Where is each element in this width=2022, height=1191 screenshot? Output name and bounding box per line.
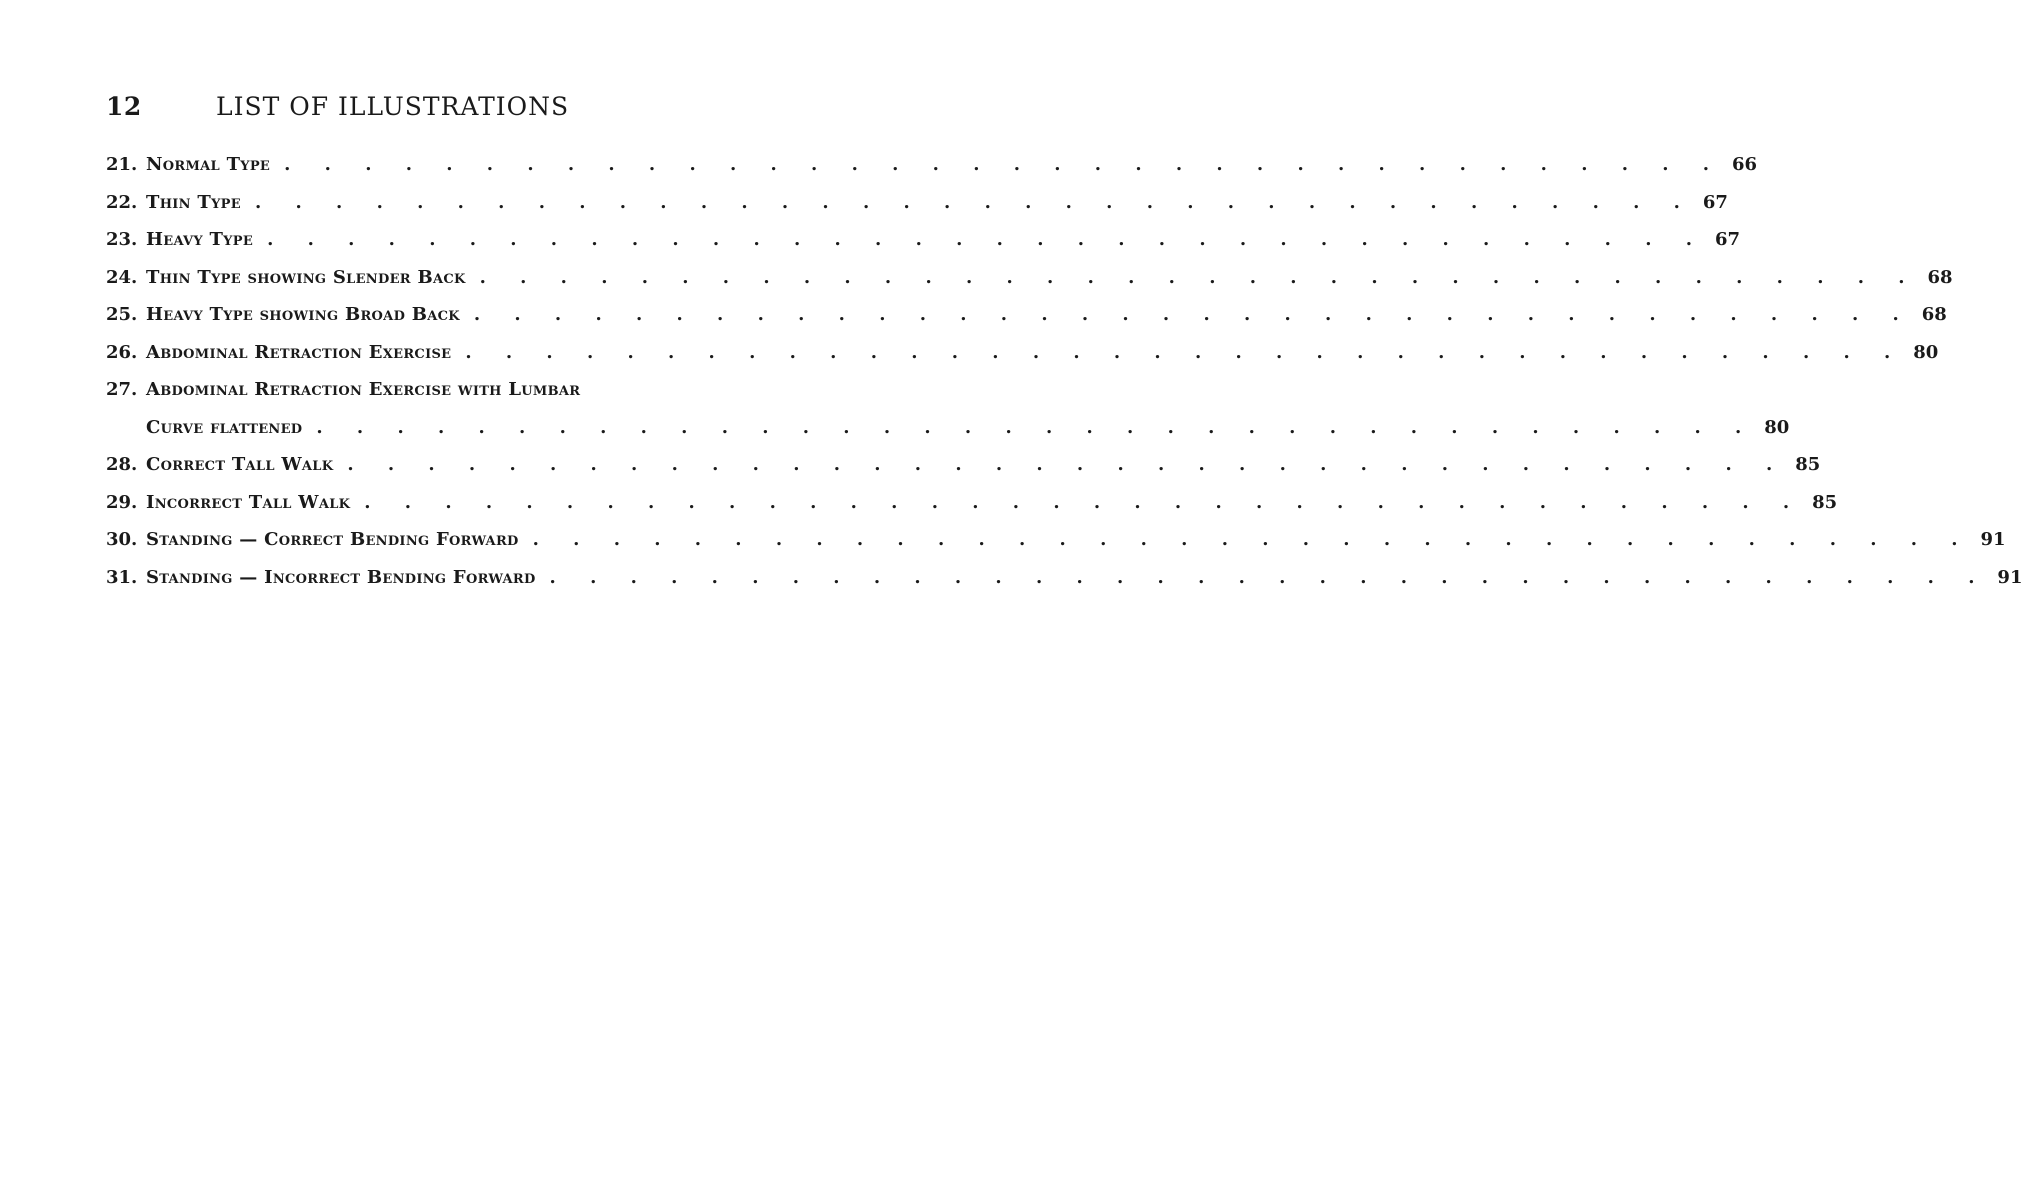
entry-number: 30. — [106, 529, 138, 550]
entry-line — [106, 334, 1939, 372]
illustration-entry — [106, 146, 1758, 184]
entry-title: Incorrect Tall Walk — [146, 491, 351, 513]
entry-page-number: 68 — [1927, 266, 1953, 288]
dot-leader: . . . . . . . . . . . . . . . . . . . . . . . . . . . . . . . . . . . . — [364, 491, 1804, 513]
entry-page-number: 91 — [1997, 566, 2022, 588]
entry-line — [106, 559, 2022, 597]
illustration-entry — [106, 521, 2006, 559]
entry-line — [106, 146, 1758, 184]
illustration-entry — [106, 296, 1947, 334]
entry-page-number: 68 — [1921, 304, 1947, 325]
entry-title: Normal Type — [146, 154, 271, 175]
illustration-entry — [106, 446, 1821, 484]
illustration-entry — [106, 334, 1939, 372]
dot-leader: . . . . . . . . . . . . . . . . . . . . . . . . . . . . . . . . . . . . — [347, 454, 1787, 475]
illustration-entry — [106, 484, 1838, 522]
illustration-entry — [106, 371, 1790, 446]
entry-line — [106, 521, 2006, 559]
illustration-entry — [106, 184, 1728, 222]
entry-page-number: 67 — [1702, 191, 1728, 213]
entry-number: 25. — [106, 304, 138, 325]
entry-title: Standing — Correct Bending Forward — [146, 529, 519, 550]
illustrations-list — [106, 146, 2022, 596]
entry-line — [106, 446, 1821, 484]
entry-line — [106, 484, 1838, 522]
page-number: 12 — [106, 92, 142, 121]
dot-leader: . . . . . . . . . . . . . . . . . . . . . . . . . . . . . . . . . . . . — [473, 304, 1913, 325]
dot-leader: . . . . . . . . . . . . . . . . . . . . . . . . . . . . . . . . . . . . — [316, 416, 1756, 438]
entry-title: Thin Type — [146, 191, 241, 213]
entry-page-number: 80 — [1764, 416, 1790, 438]
illustration-entry — [106, 221, 1740, 259]
entry-title: Abdominal Retraction Exercise — [146, 341, 452, 363]
entry-title: Thin Type showing Slender Back — [146, 266, 466, 288]
entry-page-number: 91 — [1980, 529, 2006, 550]
entry-line — [106, 296, 1947, 334]
entry-title: Abdominal Retraction Exercise with Lumbar — [146, 379, 581, 400]
entry-title: Heavy Type — [146, 229, 254, 250]
entry-page-number: 67 — [1714, 229, 1740, 250]
entry-number: 24. — [106, 266, 138, 288]
entry-line — [106, 221, 1740, 259]
dot-leader: . . . . . . . . . . . . . . . . . . . . . . . . . . . . . . . . . . . . — [479, 266, 1919, 288]
entry-line — [106, 259, 1953, 297]
entry-line — [106, 409, 1790, 447]
illustration-entry — [106, 259, 1953, 297]
dot-leader: . . . . . . . . . . . . . . . . . . . . . . . . . . . . . . . . . . . . — [549, 566, 1989, 588]
dot-leader: . . . . . . . . . . . . . . . . . . . . . . . . . . . . . . . . . . . . — [465, 341, 1905, 363]
illustration-entry — [106, 559, 2022, 597]
entry-number: 21. — [106, 154, 138, 175]
entry-page-number: 85 — [1795, 454, 1821, 475]
entry-page-number: 85 — [1812, 491, 1838, 513]
entry-number: 28. — [106, 454, 138, 475]
entry-page-number: 80 — [1913, 341, 1939, 363]
dot-leader: . . . . . . . . . . . . . . . . . . . . . . . . . . . . . . . . . . . . — [532, 529, 1972, 550]
entry-page-number: 66 — [1732, 154, 1758, 175]
entry-title: Correct Tall Walk — [146, 454, 334, 475]
entry-line — [106, 184, 1728, 222]
dot-leader: . . . . . . . . . . . . . . . . . . . . . . . . . . . . . . . . . . . . — [284, 154, 1724, 175]
entry-number: 26. — [106, 341, 138, 363]
entry-number: 23. — [106, 229, 138, 250]
entry-number: 22. — [106, 191, 138, 213]
page-header — [106, 92, 696, 128]
entry-title: Heavy Type showing Broad Back — [146, 304, 460, 325]
entry-number: 27. — [106, 379, 138, 400]
entry-title: Standing — Incorrect Bending Forward — [146, 566, 536, 588]
entry-line — [106, 371, 696, 409]
entry-number: 31. — [106, 566, 138, 588]
dot-leader: . . . . . . . . . . . . . . . . . . . . . . . . . . . . . . . . . . . . — [267, 229, 1706, 250]
page-title: LIST OF ILLUSTRATIONS — [216, 92, 570, 121]
dot-leader: . . . . . . . . . . . . . . . . . . . . . . . . . . . . . . . . . . . . — [254, 191, 1694, 213]
entry-title: Curve flattened — [146, 416, 303, 438]
entry-number: 29. — [106, 491, 138, 513]
